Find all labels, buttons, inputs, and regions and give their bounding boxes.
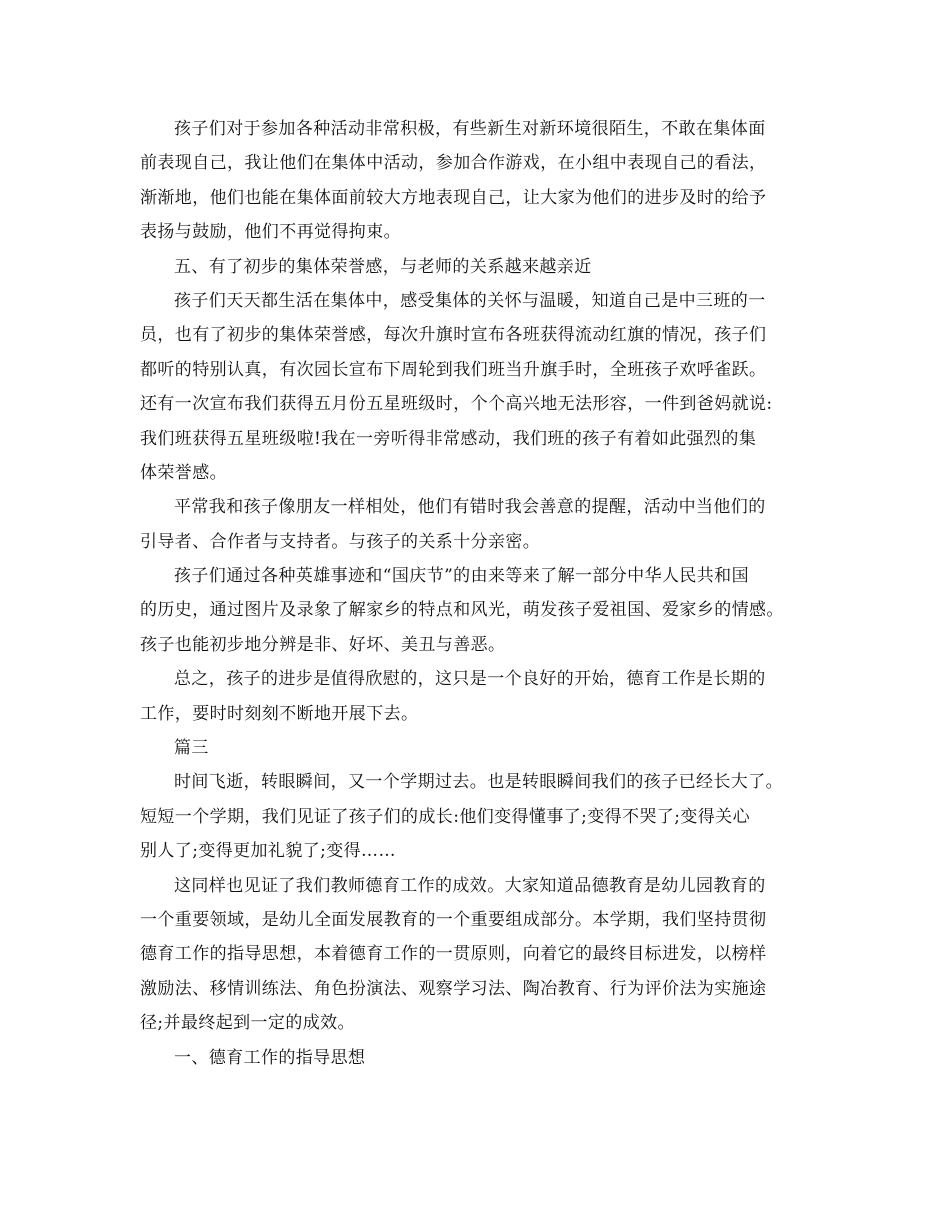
text-line: 工作，要时时刻刻不断地开展下去。 bbox=[140, 703, 419, 724]
text-line: 我们班获得五星班级啦!我在一旁听得非常感动，我们班的孩子有着如此强烈的集 bbox=[140, 428, 757, 449]
text-line: 德育工作的指导思想，本着德育工作的一贯原则，向着它的最终目标进发，以榜样 bbox=[140, 944, 767, 965]
text-line: 孩子们天天都生活在集体中，感受集体的关怀与温暖，知道自己是中三班的一 bbox=[174, 290, 766, 311]
text-line: 激励法、移情训练法、角色扮演法、观察学习法、陶冶教育、行为评价法为实施途 bbox=[140, 978, 767, 999]
text-line: 一、德育工作的指导思想 bbox=[174, 1047, 366, 1068]
text-line: 员，也有了初步的集体荣誉感，每次升旗时宣布各班获得流动红旗的情况，孩子们 bbox=[140, 325, 767, 346]
text-line: 平常我和孩子像朋友一样相处，他们有错时我会善意的提醒，活动中当他们的 bbox=[174, 497, 766, 518]
text-line: 孩子也能初步地分辨是非、好坏、美丑与善恶。 bbox=[140, 634, 506, 655]
text-line: 渐渐地，他们也能在集体面前较大方地表现自己，让大家为他们的进步及时的给予 bbox=[140, 187, 767, 208]
text-line: 表扬与鼓励，他们不再觉得拘束。 bbox=[140, 222, 401, 243]
document-body bbox=[140, 112, 820, 1075]
text-line: 这同样也见证了我们教师德育工作的成效。大家知道品德教育是幼儿园教育的 bbox=[174, 875, 766, 896]
text-line: 别人了;变得更加礼貌了;变得…… bbox=[140, 841, 396, 862]
text-line: 还有一次宣布我们获得五月份五星班级时，个个高兴地无法形容，一件到爸妈就说: bbox=[140, 394, 773, 415]
text-line: 总之，孩子的进步是值得欣慰的，这只是一个良好的开始，德育工作是长期的 bbox=[174, 669, 766, 690]
text-line: 孩子们对于参加各种活动非常积极，有些新生对新环境很陌生，不敢在集体面 bbox=[174, 119, 766, 139]
text-line: 时间飞逝，转眼瞬间，又一个学期过去。也是转眼瞬间我们的孩子已经长大了。 bbox=[174, 772, 783, 793]
text-line: 篇三 bbox=[174, 738, 209, 759]
text-line: 都听的特别认真，有次园长宣布下周轮到我们班当升旗手时，全班孩子欢呼雀跃。 bbox=[140, 359, 767, 380]
text-line: 的历史，通过图片及录象了解家乡的特点和风光，萌发孩子爱祖国、爱家乡的情感。 bbox=[140, 600, 784, 621]
text-line: 体荣誉感。 bbox=[140, 462, 227, 483]
text-line: 引导者、合作者与支持者。与孩子的关系十分亲密。 bbox=[140, 531, 541, 552]
text-line: 五、有了初步的集体荣誉感，与老师的关系越来越亲近 bbox=[174, 256, 592, 277]
text-line: 前表现自己，我让他们在集体中活动，参加合作游戏，在小组中表现自己的看法， bbox=[140, 153, 767, 174]
text-line: 径;并最终起到一定的成效。 bbox=[140, 1013, 355, 1034]
text-line: 短短一个学期，我们见证了孩子们的成长:他们变得懂事了;变得不哭了;变得关心 bbox=[140, 806, 750, 827]
text-line: 孩子们通过各种英雄事迹和“国庆节”的由来等来了解一部分中华人民共和国 bbox=[174, 566, 749, 587]
text-line: 一个重要领域，是幼儿全面发展教育的一个重要组成部分。本学期，我们坚持贯彻 bbox=[140, 909, 767, 930]
